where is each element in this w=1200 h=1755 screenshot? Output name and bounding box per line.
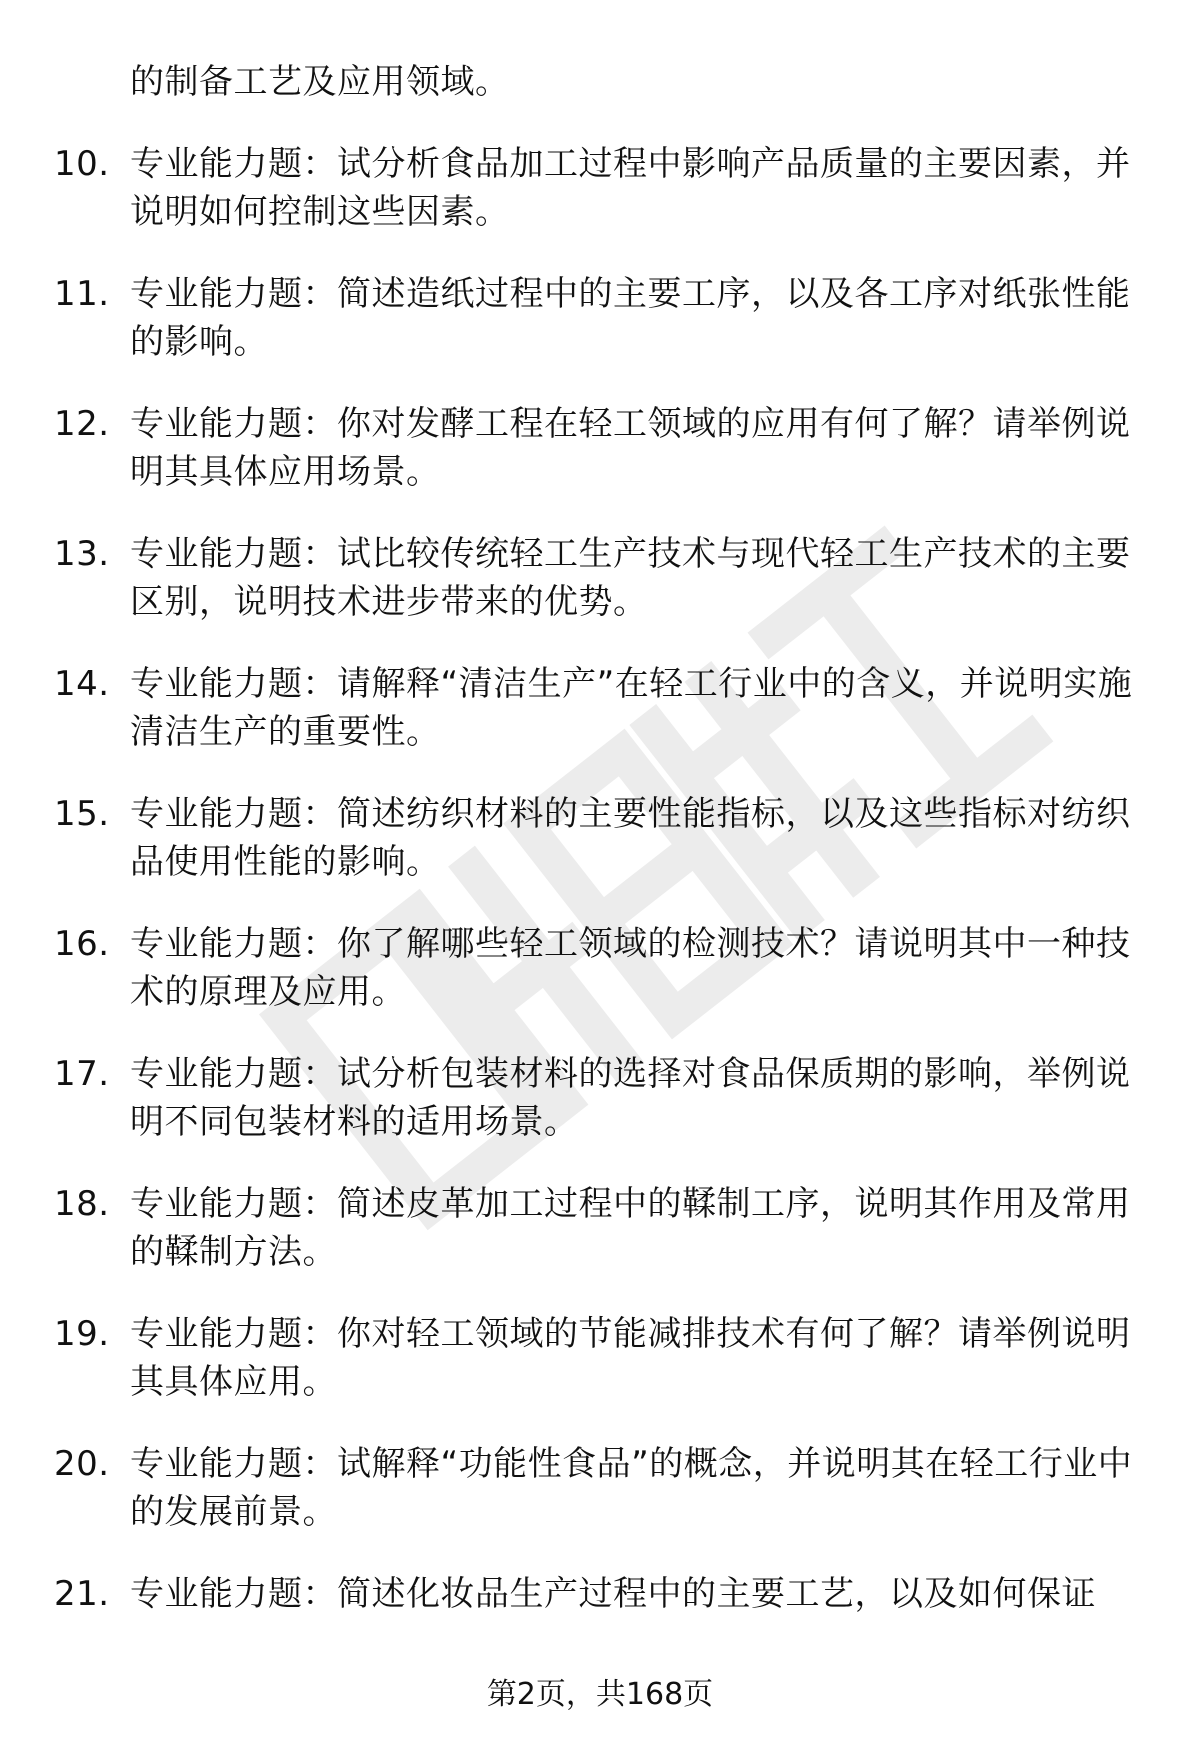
question-number: 12. [54, 404, 110, 444]
continuation-text: 的制备工艺及应用领域。 [130, 62, 510, 102]
question-text: 专业能力题：你了解哪些轻工领域的检测技术？请说明其中一种技术的原理及应用。 [130, 924, 1131, 1012]
question-list [0, 140, 1200, 1618]
question-text: 专业能力题：试比较传统轻工生产技术与现代轻工生产技术的主要区别，说明技术进步带来的优势。 [130, 534, 1131, 622]
question-number: 21. [54, 1574, 110, 1614]
question-item [54, 920, 1140, 1016]
question-item [54, 1570, 1140, 1618]
question-item [54, 660, 1140, 756]
question-text: 专业能力题：你对轻工领域的节能减排技术有何了解？请举例说明其具体应用。 [130, 1314, 1131, 1402]
question-number: 19. [54, 1314, 110, 1354]
page-footer [0, 1675, 1200, 1715]
question-text: 专业能力题：请解释“清洁生产”在轻工行业中的含义，并说明实施清洁生产的重要性。 [130, 664, 1133, 752]
question-number: 16. [54, 924, 110, 964]
question-item [54, 790, 1140, 886]
question-item [54, 1050, 1140, 1146]
question-number: 10. [54, 144, 110, 184]
question-number: 14. [54, 664, 110, 704]
question-text: 专业能力题：你对发酵工程在轻工领域的应用有何了解？请举例说明其具体应用场景。 [130, 404, 1131, 492]
document-body [0, 58, 1200, 1652]
question-number: 15. [54, 794, 110, 834]
question-number: 18. [54, 1184, 110, 1224]
question-item [54, 1310, 1140, 1406]
question-item [54, 270, 1140, 366]
question-item [54, 400, 1140, 496]
question-item [54, 1180, 1140, 1276]
question-item [54, 1440, 1140, 1536]
question-text: 专业能力题：简述皮革加工过程中的鞣制工序，说明其作用及常用的鞣制方法。 [130, 1184, 1131, 1272]
question-item [54, 530, 1140, 626]
page-number-label: 第2页，共168页 [486, 1677, 714, 1712]
question-text: 专业能力题：简述造纸过程中的主要工序，以及各工序对纸张性能的影响。 [130, 274, 1131, 362]
question-text: 专业能力题：简述纺织材料的主要性能指标，以及这些指标对纺织品使用性能的影响。 [130, 794, 1131, 882]
question-item [54, 140, 1140, 236]
question-number: 13. [54, 534, 110, 574]
question-number: 17. [54, 1054, 110, 1094]
question-number: 11. [54, 274, 110, 314]
question-number: 20. [54, 1444, 110, 1484]
question-text: 专业能力题：试分析包装材料的选择对食品保质期的影响，举例说明不同包装材料的适用场景。 [130, 1054, 1131, 1142]
question-text: 专业能力题：试解释“功能性食品”的概念，并说明其在轻工行业中的发展前景。 [130, 1444, 1133, 1532]
question-text: 专业能力题：试分析食品加工过程中影响产品质量的主要因素，并说明如何控制这些因素。 [130, 144, 1131, 232]
question-text: 专业能力题：简述化妆品生产过程中的主要工艺，以及如何保证 [130, 1574, 1096, 1614]
